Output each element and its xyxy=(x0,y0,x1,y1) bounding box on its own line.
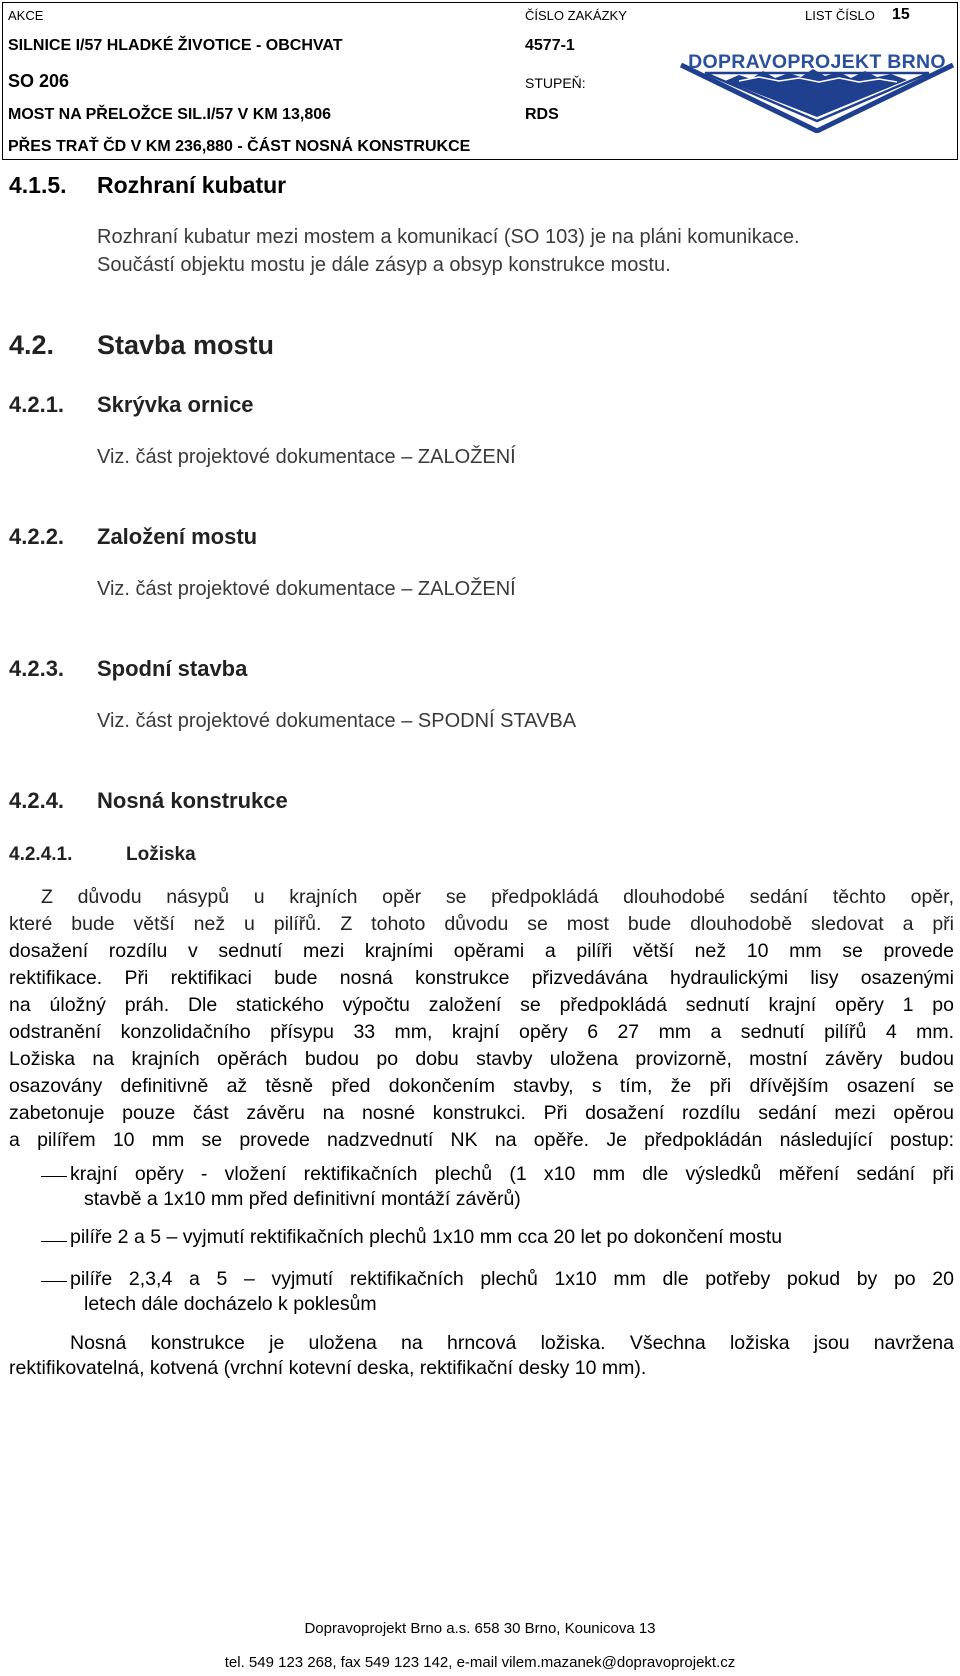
heading-4-2-4 xyxy=(9,788,909,822)
logo-text: DOPRAVOPROJEKT BRNO xyxy=(688,51,946,73)
spodni-text: Viz. část projektové dokumentace – SPODNÍ STAVBA xyxy=(97,710,577,732)
heading-4-1-5 xyxy=(9,172,909,206)
paragraph-line: dosažení rozdílu v sednutí mezi krajními opěrami a pilíři větší než 10 mm se provede xyxy=(9,940,954,962)
section-number: 4.2.4. xyxy=(9,788,65,813)
company-logo xyxy=(679,51,955,133)
section-title: Nosná konstrukce xyxy=(97,788,288,813)
heading-4-2-4-1 xyxy=(9,844,909,878)
paragraph-line: Z důvodu násypů u krajních opěr se předpokládá dlouhodobé sedání těchto opěr, xyxy=(41,886,954,908)
section-number: 4.2.3. xyxy=(9,656,65,681)
bullet-line: krajní opěry - vložení rektifikačních plechů (1 x10 mm dle výsledků měření sedání při xyxy=(70,1163,954,1185)
section-title: Skrývka ornice xyxy=(97,392,254,417)
road-name: SILNICE I/57 HLADKÉ ŽIVOTICE - OBCHVAT xyxy=(8,37,343,54)
document-header xyxy=(2,2,958,160)
bridge-line: MOST NA PŘELOŽCE SIL.I/57 V KM 13,806 xyxy=(8,106,332,123)
rozhrani-text-1: Rozhraní kubatur mezi mostem a komunikací (SO 103) je na pláni komunikace. xyxy=(97,226,800,248)
dash-bullet xyxy=(41,1176,67,1177)
section-title: Ložiska xyxy=(126,844,196,865)
heading-4-2-1 xyxy=(9,392,909,426)
section-number: 4.2.1. xyxy=(9,392,65,417)
bullet-line: pilíře 2 a 5 – vyjmutí rektifikačních plechů 1x10 mm cca 20 let po dokončení mostu xyxy=(70,1226,783,1248)
closing-line: rektifikovatelná, kotvená (vrchní kotevní deska, rektifikační desky 10 mm). xyxy=(9,1357,647,1379)
bullet-line: stavbě a 1x10 mm před definitivní montáží závěrů) xyxy=(84,1188,521,1210)
list-number: 15 xyxy=(892,6,910,23)
list-label: LIST ČÍSLO xyxy=(805,8,875,23)
stupen-value: RDS xyxy=(525,106,559,123)
rozhrani-text-2: Součástí objektu mostu je dále zásyp a obsyp konstrukce mostu. xyxy=(97,254,671,276)
akce-label: AKCE xyxy=(8,8,44,23)
paragraph-line: Ložiska na krajních opěrách budou po dobu stavby uložena provizorně, mostní závěry budou xyxy=(9,1048,954,1070)
section-number: 4.2. xyxy=(9,330,55,360)
heading-4-2-3 xyxy=(9,656,909,690)
bullet-line: pilíře 2,3,4 a 5 – vyjmutí rektifikačních plechů 1x10 mm dle potřeby pokud by po 20 xyxy=(70,1268,954,1290)
paragraph-line: rektifikace. Při rektifikaci bude nosná konstrukce přizvedávána hydraulickými lisy osazenými xyxy=(9,967,954,989)
section-title: Založení mostu xyxy=(97,524,258,549)
so-number: SO 206 xyxy=(8,71,70,91)
zakazka-label: ČÍSLO ZAKÁZKY xyxy=(525,8,627,23)
bullet-line: letech dále docházelo k poklesům xyxy=(84,1293,377,1315)
paragraph-line: a pilířem 10 mm se provede nadzvednutí NK na opěře. Je předpokládán následující postup: xyxy=(9,1129,954,1151)
section-number: 4.1.5. xyxy=(9,172,67,198)
paragraph-line: osazovány definitivně až těsně před dokončením stavby, s tím, že při dřívějším osazení se xyxy=(9,1075,954,1097)
skryvka-text: Viz. část projektové dokumentace – ZALOŽENÍ xyxy=(97,446,516,468)
bridge-line-2: PŘES TRAŤ ČD V KM 236,880 - ČÁST NOSNÁ KONSTRUKCE xyxy=(8,138,471,155)
heading-4-2 xyxy=(9,330,909,364)
section-number: 4.2.4.1. xyxy=(9,844,73,865)
zakazka-number: 4577-1 xyxy=(525,37,575,54)
footer-address: Dopravoprojekt Brno a.s. 658 30 Brno, Kounicova 13 xyxy=(304,1620,656,1637)
paragraph-line: na úložný práh. Dle statického výpočtu založení se předpokládá sednutí krajní opěry 1 po xyxy=(9,994,954,1016)
dash-bullet xyxy=(41,1241,67,1242)
section-title: Stavba mostu xyxy=(97,330,275,360)
section-number: 4.2.2. xyxy=(9,524,65,549)
heading-4-2-2 xyxy=(9,524,909,558)
footer-contact: tel. 549 123 268, fax 549 123 142, e-mail vilem.mazanek@dopravoprojekt.cz xyxy=(224,1654,736,1671)
dash-bullet xyxy=(41,1281,67,1282)
stupen-label: STUPEŇ: xyxy=(525,75,586,91)
section-title: Spodní stavba xyxy=(97,656,248,681)
paragraph-line: zabetonuje pouze část závěru na nosné konstrukci. Při dosažení rozdílu sedání mezi opěrou xyxy=(9,1102,954,1124)
closing-line: Nosná konstrukce je uložena na hrncová ložiska. Všechna ložiska jsou navržena xyxy=(70,1332,954,1354)
zalozeni-text: Viz. část projektové dokumentace – ZALOŽENÍ xyxy=(97,578,516,600)
paragraph-line: které bude větší než u pilířů. Z tohoto důvodu se most bude dlouhodobě sledovat a při xyxy=(9,913,954,935)
section-title: Rozhraní kubatur xyxy=(97,172,287,198)
paragraph-line: odstranění konzolidačního přísypu 33 mm, krajní opěry 6 27 mm a sednutí pilířů 4 mm. xyxy=(9,1021,954,1043)
